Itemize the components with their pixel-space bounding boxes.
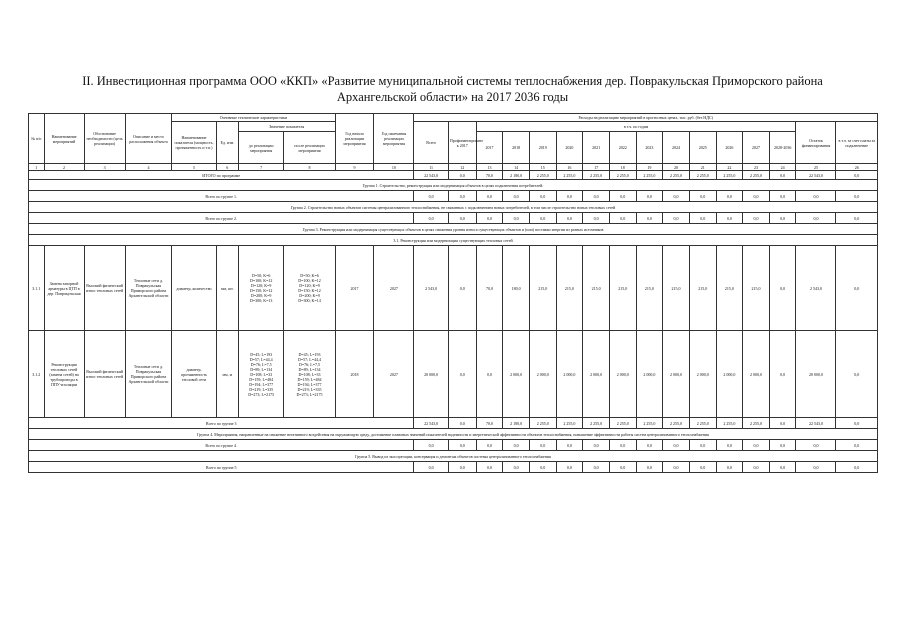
header-year-start: Год начала реализации мероприятия <box>335 114 374 164</box>
total-label: ИТОГО по программе <box>29 171 414 180</box>
value-cell: 70,0 <box>476 171 503 180</box>
column-number: 24 <box>769 164 796 171</box>
value-cell: 0,0 <box>689 462 716 473</box>
value-cell: 2 000,0 <box>689 331 716 418</box>
group-2-row <box>29 202 878 213</box>
header-remaining: Остаток финансирования <box>796 122 836 164</box>
column-number: 6 <box>216 164 238 171</box>
value-cell: 2 000,0 <box>636 331 663 418</box>
value-cell: 0,0 <box>836 191 878 202</box>
header-year: 2021 <box>583 132 610 164</box>
column-number: 3 <box>84 164 125 171</box>
value-cell: 0,0 <box>663 213 690 224</box>
value-cell: 0,0 <box>503 213 530 224</box>
value-cell: 0,0 <box>503 191 530 202</box>
value-cell: 2 543,0 <box>414 246 448 331</box>
value-cell: 0,0 <box>836 171 878 180</box>
header-tech-group: Основные технические характеристики <box>172 114 335 122</box>
item-before: D=45; L=193 D=57; L=44,4 D=76; L=7,5 D=89; L=134 D=108; L=33 D=159; L=484 D=194; L=377 D=219; L=335 D=273; L=2175 <box>238 331 284 418</box>
value-cell: 0,0 <box>503 462 530 473</box>
item-name: Реконструкция тепловых сетей (замена сетей) на трубопроводы в ППУ-изоляции <box>44 331 84 418</box>
header-year: 2023 <box>636 132 663 164</box>
value-cell: 2 255,0 <box>583 418 610 429</box>
group-4-total-row <box>29 440 878 451</box>
item-year-start: 2018 <box>335 331 374 418</box>
value-cell: 0,0 <box>716 213 743 224</box>
value-cell: 0,0 <box>716 191 743 202</box>
total-label: Всего по группе 2. <box>29 213 414 224</box>
group-1-row <box>29 180 878 191</box>
value-cell: 2 255,0 <box>716 418 743 429</box>
value-cell: 20 000,0 <box>414 331 448 418</box>
value-cell: 0,0 <box>529 462 556 473</box>
value-cell: 0,0 <box>448 331 476 418</box>
column-number: 13 <box>476 164 503 171</box>
investment-program-table <box>28 113 878 473</box>
value-cell: 20 000,0 <box>796 331 836 418</box>
value-cell: 0,0 <box>529 213 556 224</box>
item-year-end: 2027 <box>374 246 414 331</box>
value-cell: 0,0 <box>769 331 796 418</box>
value-cell: 0,0 <box>743 462 770 473</box>
header-value-group: Значение показателя <box>238 122 335 132</box>
value-cell: 0,0 <box>769 246 796 331</box>
value-cell: 0,0 <box>796 213 836 224</box>
value-cell: 0,0 <box>663 191 690 202</box>
column-number: 21 <box>689 164 716 171</box>
header-row-1 <box>29 114 878 122</box>
value-cell: 0,0 <box>503 440 530 451</box>
item-justification: Высокий физический износ тепловых сетей <box>84 331 125 418</box>
group-label: Группа 2. Строительство новых объектов системы централизованного теплоснабжения, не связанных с подключением новых потребителей, в том числе строительство новых тепловых сетей <box>29 202 878 213</box>
value-cell: 0,0 <box>448 213 476 224</box>
value-cell: 0,0 <box>636 213 663 224</box>
value-cell: 0,0 <box>769 440 796 451</box>
value-cell: 0,0 <box>448 171 476 180</box>
value-cell: 2 255,0 <box>636 418 663 429</box>
group-label: Группа 1. Строительство, реконструкция или модернизация объектов в целях подключения потребителей: <box>29 180 878 191</box>
value-cell: 0,0 <box>414 440 448 451</box>
value-cell: 2 255,0 <box>556 418 583 429</box>
value-cell: 0,0 <box>476 213 503 224</box>
group-label: Группа 3. Реконструкция или модернизация существующих объектов в целях снижения уровня износа существующих объектов и (или) поставки энергии из разных источников <box>29 224 878 235</box>
group-3-row <box>29 224 878 235</box>
group-3-total-row <box>29 418 878 429</box>
header-measure: Наименование показателя (мощность, протяженность и т.п.) <box>172 122 216 164</box>
item-before: D=50; K=6 D=100; K=12 D=120; K=9 D=150; K=12 D=200; K=9 D=300; K=13 <box>238 246 284 331</box>
value-cell: 0,0 <box>689 213 716 224</box>
value-cell: 0,0 <box>609 213 636 224</box>
value-cell: 0,0 <box>769 171 796 180</box>
total-label: Всего по группе 1. <box>29 191 414 202</box>
value-cell: 0,0 <box>796 191 836 202</box>
header-year: 2018 <box>503 132 530 164</box>
header-borrowed: в т.ч. за счет платы за подключение <box>836 122 878 164</box>
value-cell: 0,0 <box>689 440 716 451</box>
value-cell: 2 255,0 <box>689 171 716 180</box>
header-year-end: Год окончания реализации мероприятия <box>374 114 414 164</box>
header-year: 2024 <box>663 132 690 164</box>
value-cell: 0,0 <box>556 213 583 224</box>
value-cell: 0,0 <box>796 462 836 473</box>
item-location: Тепловые сети д. Повракульская Приморского района Архангельской области <box>125 246 172 331</box>
header-year: 2025 <box>689 132 716 164</box>
header-years-group: в т.ч. по годам <box>476 122 796 132</box>
value-cell: 0,0 <box>414 462 448 473</box>
column-number: 18 <box>609 164 636 171</box>
column-number: 14 <box>503 164 530 171</box>
value-cell: 0,0 <box>663 440 690 451</box>
value-cell: 0,0 <box>636 440 663 451</box>
value-cell: 0,0 <box>448 418 476 429</box>
header-before: до реализации мероприятия <box>238 132 284 164</box>
item-unit: мм, шт. <box>216 246 238 331</box>
column-number: 2 <box>44 164 84 171</box>
value-cell: 215,0 <box>556 246 583 331</box>
item-number: 3.1.1 <box>29 246 45 331</box>
header-costs-group: Расходы на реализацию мероприятий в прогнозных ценах, тыс. руб. (без НДС) <box>414 114 878 122</box>
value-cell: 0,0 <box>609 191 636 202</box>
group-5-total-row <box>29 462 878 473</box>
value-cell: 0,0 <box>583 191 610 202</box>
value-cell: 2 000,0 <box>663 331 690 418</box>
value-cell: 2 000,0 <box>609 331 636 418</box>
value-cell: 0,0 <box>448 246 476 331</box>
header-year: 2028-2036 <box>769 132 796 164</box>
value-cell: 0,0 <box>769 462 796 473</box>
item-after: D=50; K=6 D=100; K=12 D=120; K=9 D=150; K=12 D=200; K=9 D=300; K=14 <box>284 246 335 331</box>
column-number: 4 <box>125 164 172 171</box>
value-cell: 0,0 <box>609 462 636 473</box>
value-cell: 215,0 <box>583 246 610 331</box>
value-cell: 2 180,0 <box>503 171 530 180</box>
value-cell: 0,0 <box>769 213 796 224</box>
value-cell: 0,0 <box>836 246 878 331</box>
header-name: Наименование мероприятий <box>44 114 84 164</box>
value-cell: 0,0 <box>476 440 503 451</box>
value-cell: 0,0 <box>689 191 716 202</box>
value-cell: 215,0 <box>529 246 556 331</box>
header-year: 2020 <box>556 132 583 164</box>
header-total: Всего <box>414 122 448 164</box>
total-label: Всего по группе 4. <box>29 440 414 451</box>
value-cell: 215,0 <box>743 246 770 331</box>
document-title <box>0 73 905 105</box>
column-number: 10 <box>374 164 414 171</box>
value-cell: 2 255,0 <box>529 171 556 180</box>
value-cell: 215,0 <box>636 246 663 331</box>
value-cell: 2 255,0 <box>689 418 716 429</box>
value-cell: 0,0 <box>743 440 770 451</box>
group-label: Группа 5. Вывод из эксплуатации, консервация и демонтаж объектов системы централизованного теплоснабжения <box>29 451 878 462</box>
column-number: 25 <box>796 164 836 171</box>
item-row-3-1-2 <box>29 331 878 418</box>
value-cell: 2 000,0 <box>583 331 610 418</box>
column-number: 1 <box>29 164 45 171</box>
value-cell: 0,0 <box>414 213 448 224</box>
value-cell: 0,0 <box>476 462 503 473</box>
item-measure: диаметр, количество <box>172 246 216 331</box>
value-cell: 0,0 <box>583 440 610 451</box>
value-cell: 0,0 <box>836 331 878 418</box>
value-cell: 2 255,0 <box>636 171 663 180</box>
title-line-2: Архангельской области» на 2017 2036 годы <box>336 90 569 104</box>
value-cell: 0,0 <box>636 462 663 473</box>
item-year-end: 2027 <box>374 331 414 418</box>
value-cell: 215,0 <box>716 246 743 331</box>
program-total-row <box>29 171 878 180</box>
column-number: 19 <box>636 164 663 171</box>
value-cell: 0,0 <box>609 440 636 451</box>
column-number: 17 <box>583 164 610 171</box>
value-cell: 2 255,0 <box>609 418 636 429</box>
column-number: 23 <box>743 164 770 171</box>
value-cell: 0,0 <box>769 418 796 429</box>
value-cell: 70,0 <box>476 246 503 331</box>
column-number: 9 <box>335 164 374 171</box>
value-cell: 0,0 <box>583 213 610 224</box>
value-cell: 22 543,0 <box>414 418 448 429</box>
total-label: Всего по группе 3 <box>29 418 414 429</box>
value-cell: 0,0 <box>716 440 743 451</box>
value-cell: 0,0 <box>663 462 690 473</box>
group-2-total-row <box>29 213 878 224</box>
value-cell: 2 255,0 <box>556 171 583 180</box>
total-label: Всего по группе 5 <box>29 462 414 473</box>
header-year: 2022 <box>609 132 636 164</box>
value-cell: 0,0 <box>836 418 878 429</box>
item-location: Тепловые сети д. Повракульская Приморского района Архангельской области <box>125 331 172 418</box>
value-cell: 0,0 <box>769 191 796 202</box>
column-number: 22 <box>716 164 743 171</box>
item-row-3-1-1 <box>29 246 878 331</box>
value-cell: 0,0 <box>529 191 556 202</box>
title-line-1: II. Инвестиционная программа ООО «ККП» «Развитие муниципальной системы теплоснабжения дер. Повракульская Приморского района <box>82 74 823 88</box>
column-number: 12 <box>448 164 476 171</box>
value-cell: 0,0 <box>529 440 556 451</box>
value-cell: 0,0 <box>476 331 503 418</box>
value-cell: 2 180,0 <box>503 418 530 429</box>
value-cell: 0,0 <box>583 462 610 473</box>
column-number-row <box>29 164 878 171</box>
value-cell: 0,0 <box>448 191 476 202</box>
header-year: 2026 <box>716 132 743 164</box>
column-number: 11 <box>414 164 448 171</box>
column-number: 8 <box>284 164 335 171</box>
value-cell: 0,0 <box>636 191 663 202</box>
value-cell: 2 000,0 <box>716 331 743 418</box>
value-cell: 215,0 <box>663 246 690 331</box>
group-label: 3.1. Реконструкция или модернизация существующих тепловых сетей <box>29 235 878 246</box>
value-cell: 2 000,0 <box>503 331 530 418</box>
value-cell: 180,0 <box>503 246 530 331</box>
item-justification: Высокий физический износ тепловых сетей <box>84 246 125 331</box>
value-cell: 2 000,0 <box>743 331 770 418</box>
header-justification: Обоснование необходимости (цель реализации) <box>84 114 125 164</box>
item-unit: мм, м <box>216 331 238 418</box>
value-cell: 2 255,0 <box>583 171 610 180</box>
header-after: после реализации мероприятия <box>284 132 335 164</box>
value-cell: 2 255,0 <box>663 418 690 429</box>
value-cell: 0,0 <box>556 462 583 473</box>
header-year: 2019 <box>529 132 556 164</box>
value-cell: 0,0 <box>716 462 743 473</box>
value-cell: 2 255,0 <box>743 418 770 429</box>
value-cell: 0,0 <box>448 462 476 473</box>
value-cell: 0,0 <box>556 440 583 451</box>
header-year: 2027 <box>743 132 770 164</box>
value-cell: 70,0 <box>476 418 503 429</box>
value-cell: 0,0 <box>448 440 476 451</box>
value-cell: 0,0 <box>743 213 770 224</box>
value-cell: 2 255,0 <box>743 171 770 180</box>
value-cell: 22 543,0 <box>796 418 836 429</box>
value-cell: 2 255,0 <box>529 418 556 429</box>
column-number: 5 <box>172 164 216 171</box>
item-name: Замена запорной арматуры в ЦТП в дер. Повракульская <box>44 246 84 331</box>
item-after: D=45; L=193 D=57; L=44,4 D=76; L=7,5 D=89; L=134 D=108; L=33 D=159; L=484 D=194; L=377 D=219; L=335 D=273; L=2175 <box>284 331 335 418</box>
value-cell: 2 543,0 <box>796 246 836 331</box>
value-cell: 0,0 <box>836 462 878 473</box>
column-number: 7 <box>238 164 284 171</box>
value-cell: 215,0 <box>609 246 636 331</box>
item-year-start: 2017 <box>335 246 374 331</box>
column-number: 26 <box>836 164 878 171</box>
header-financed: Профинансировано к 2017 <box>448 122 476 164</box>
group-1-total-row <box>29 191 878 202</box>
value-cell: 0,0 <box>414 191 448 202</box>
value-cell: 0,0 <box>556 191 583 202</box>
group-label: Группа 4. Мероприятия, направленные на снижение негативного воздействия на окружающую среду, достижение плановых значений показателей надежности и энергетической эффективности объектов теплоснабжения, повышение эффективности работы систем централизованного теплоснабжения <box>29 429 878 440</box>
header-location: Описание и место расположения объекта <box>125 114 172 164</box>
value-cell: 2 255,0 <box>609 171 636 180</box>
value-cell: 22 543,0 <box>414 171 448 180</box>
column-number: 15 <box>529 164 556 171</box>
column-number: 16 <box>556 164 583 171</box>
value-cell: 2 000,0 <box>556 331 583 418</box>
value-cell: 0,0 <box>476 191 503 202</box>
value-cell: 2 255,0 <box>663 171 690 180</box>
column-number: 20 <box>663 164 690 171</box>
value-cell: 0,0 <box>743 191 770 202</box>
header-num: № п/п <box>29 114 45 164</box>
group-4-row <box>29 429 878 440</box>
value-cell: 2 000,0 <box>529 331 556 418</box>
header-year: 2017 <box>476 132 503 164</box>
group-3-1-row <box>29 235 878 246</box>
value-cell: 215,0 <box>689 246 716 331</box>
item-measure: диаметр, протяженность тепловой сети <box>172 331 216 418</box>
value-cell: 0,0 <box>836 213 878 224</box>
value-cell: 2 255,0 <box>716 171 743 180</box>
value-cell: 0,0 <box>836 440 878 451</box>
group-5-row <box>29 451 878 462</box>
value-cell: 22 543,0 <box>796 171 836 180</box>
value-cell: 0,0 <box>796 440 836 451</box>
item-number: 3.1.2 <box>29 331 45 418</box>
header-unit: Ед. изм. <box>216 122 238 164</box>
